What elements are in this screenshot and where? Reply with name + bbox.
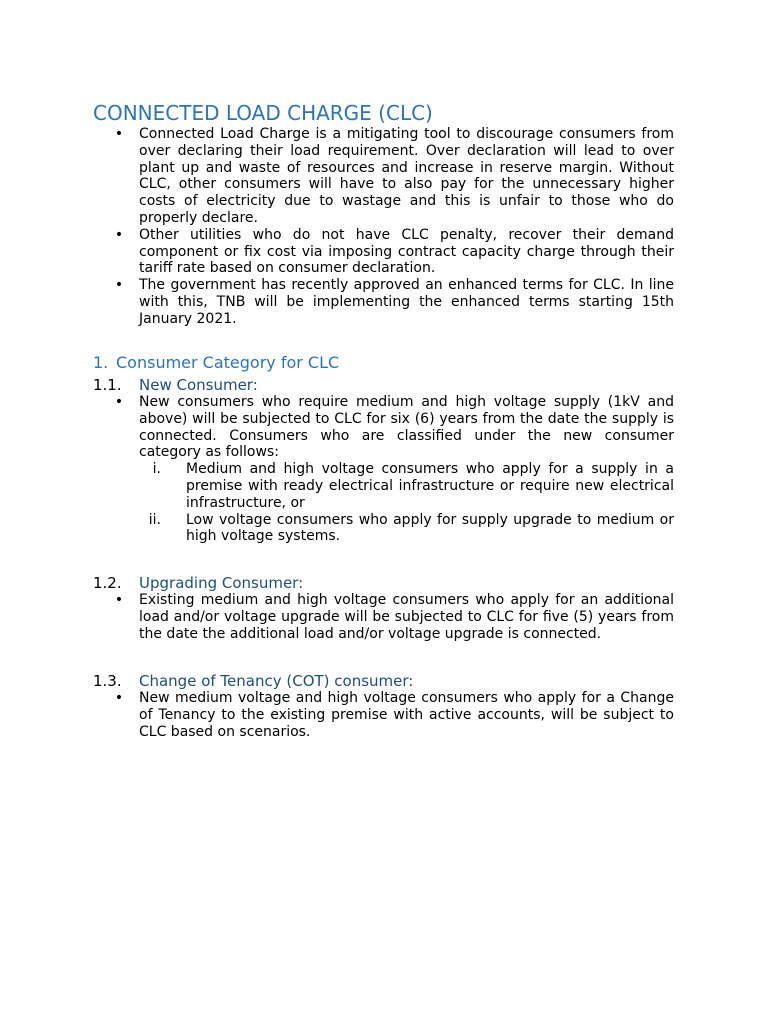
intro-paragraph-1: Connected Load Charge is a mitigating tool to discourage consumers from over declaring their load requirement. Over declaration will lead to over plant up and waste of resources and increase in reserve margin. Without CLC, other consumers will have to also pay for the unnecessary higher costs of electricity due to wastage and this is unfair to those who do properly declare. [139,126,674,226]
new-consumer-paragraph: New consumers who require medium and high voltage supply (1kV and above) will be subjected to CLC for six (6) years from the date the supply is connected. Consumers who are classified under the new consumer category as follows: [139,394,674,461]
upgrading-consumer-list [0,592,768,642]
cot-consumer-paragraph: New medium voltage and high voltage consumers who apply for a Change of Tenancy to the existing premise with active accounts, will be subject to CLC based on scenarios. [139,690,674,740]
roman-numeral: ii. [148,511,161,528]
bullet-icon: • [114,592,124,608]
list-item [0,394,674,545]
section-number: 1. [93,353,109,372]
new-consumer-list [0,394,768,545]
intro-paragraph-3: The government has recently approved an enhanced terms for CLC. In line with this, TNB will be implementing the enhanced terms starting 15th January 2021. [139,277,674,327]
list-item [0,690,674,740]
section-heading [93,353,339,373]
roman-numeral-list [139,461,674,545]
bullet-icon: • [114,226,124,243]
bullet-icon: • [114,277,124,294]
list-item [139,461,674,511]
bullet-icon: • [114,126,124,142]
subsection-number: 1.3. [93,672,122,690]
list-item-text: Medium and high voltage consumers who apply for a supply in a premise with ready electrical infrastructure or require new electrical infrastructure, or [186,461,674,511]
roman-numeral: i. [152,461,161,478]
upgrading-consumer-paragraph: Existing medium and high voltage consumers who apply for an additional load and/or voltage upgrade will be subjected to CLC for five (5) years from the date the additional load and/or voltage upgrade is connected. [139,592,674,642]
bullet-icon: • [114,394,124,410]
subsection-title: Upgrading Consumer: [139,574,304,592]
subsection-title: New Consumer: [139,376,258,394]
subsection-number: 1.2. [93,574,122,592]
list-item [0,592,674,642]
list-item [0,126,674,227]
page-title: CONNECTED LOAD CHARGE (CLC) [93,101,433,125]
bullet-icon: • [114,690,124,706]
cot-consumer-list [0,690,768,740]
subsection-number: 1.1. [93,376,122,394]
section-title: Consumer Category for CLC [116,353,340,372]
subsection-title: Change of Tenancy (COT) consumer: [139,672,414,690]
intro-paragraph-2: Other utilities who do not have CLC penalty, recover their demand component or fix cost via imposing contract capacity charge through their tariff rate based on consumer declaration. [139,226,674,277]
list-item-text: Low voltage consumers who apply for supply upgrade to medium or high voltage systems. [186,511,674,545]
intro-bullet-list [0,126,768,328]
list-item [139,512,674,546]
list-item [0,227,674,277]
list-item [0,277,674,327]
